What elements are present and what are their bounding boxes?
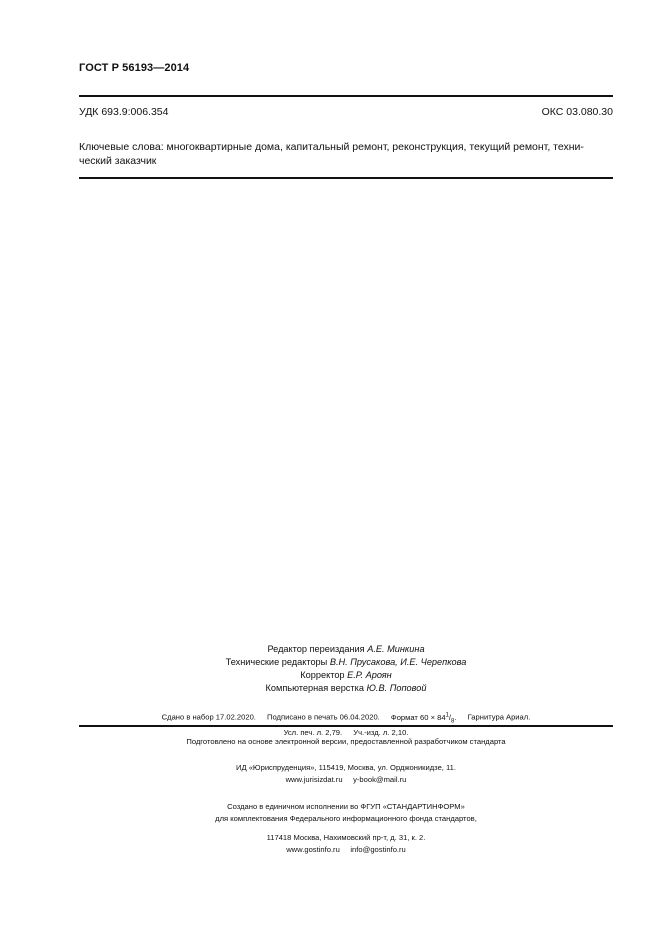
submitted-date: Сдано в набор 17.02.2020.: [161, 712, 256, 722]
layout-line: [79, 682, 613, 695]
producer-email-link[interactable]: info@gostinfo.ru: [350, 844, 406, 854]
font-family-note: Гарнитура Ариал.: [467, 712, 531, 722]
corrector-name: Е.Р. Ароян: [347, 670, 392, 680]
publisher-block: [79, 762, 613, 855]
document-code: ГОСТ Р 56193—2014: [79, 62, 190, 74]
producer-contacts: [79, 844, 613, 856]
tech-editors-names: В.Н. Прусакова, И.Е. Черепкова: [329, 657, 467, 667]
corrector-line: [79, 669, 613, 682]
keywords-divider: [79, 177, 613, 179]
keywords-line-1: Ключевые слова: многоквартирные дома, капитальный ремонт, реконструкция, текущий ремонт, техни-: [79, 141, 584, 153]
signed-date: Подписано в печать 06.04.2020.: [267, 712, 380, 722]
edition-sheets: Уч.-изд. л. 2,10.: [353, 728, 409, 738]
tech-editors-label: Технические редакторы: [225, 657, 328, 667]
oks-code: ОКС 03.080.30: [541, 106, 613, 118]
udk-code: УДК 693.9:006.354: [79, 106, 169, 118]
layout-label: Компьютерная верстка: [265, 683, 364, 693]
print-format: Формат $60 \times 84^1/_8$.: [390, 712, 457, 725]
publisher-site-link[interactable]: www.jurisizdat.ru: [285, 774, 343, 784]
producer-site-link[interactable]: www.gostinfo.ru: [286, 844, 340, 854]
editor-name: А.Е. Минкина: [367, 644, 425, 654]
producer-address: 117418 Москва, Нахимовский пр-т, д. 31, к. 2.: [266, 833, 426, 842]
publisher-address: ИД «Юриспруденция», 115419, Москва, ул. Орджоникидзе, 11.: [235, 763, 457, 772]
keywords-block: [79, 140, 614, 168]
editor-line: [79, 643, 613, 656]
keywords-line-2: ческий заказчик: [79, 155, 157, 167]
corrector-label: Корректор: [300, 670, 345, 680]
bottom-divider: [79, 725, 613, 727]
credits-block: [79, 643, 613, 695]
top-divider: [79, 95, 613, 97]
layout-name: Ю.В. Поповой: [366, 683, 427, 693]
producer-line-2: для комплектования Федерального информационного фонда стандартов,: [215, 813, 477, 823]
producer-line-1: Создано в единичном исполнении во ФГУП «СТАНДАРТИНФОРМ»: [227, 802, 465, 811]
editor-label: Редактор переиздания: [267, 644, 365, 654]
tech-editors-line: [79, 656, 613, 669]
publisher-email-link[interactable]: y-book@mail.ru: [353, 774, 407, 784]
prepared-note: Подготовлено на основе электронной версии, предоставленной разработчиком стандарта: [186, 737, 506, 746]
publisher-contacts: [79, 774, 613, 786]
print-sheets: Усл. печ. л. 2,79.: [283, 728, 343, 738]
